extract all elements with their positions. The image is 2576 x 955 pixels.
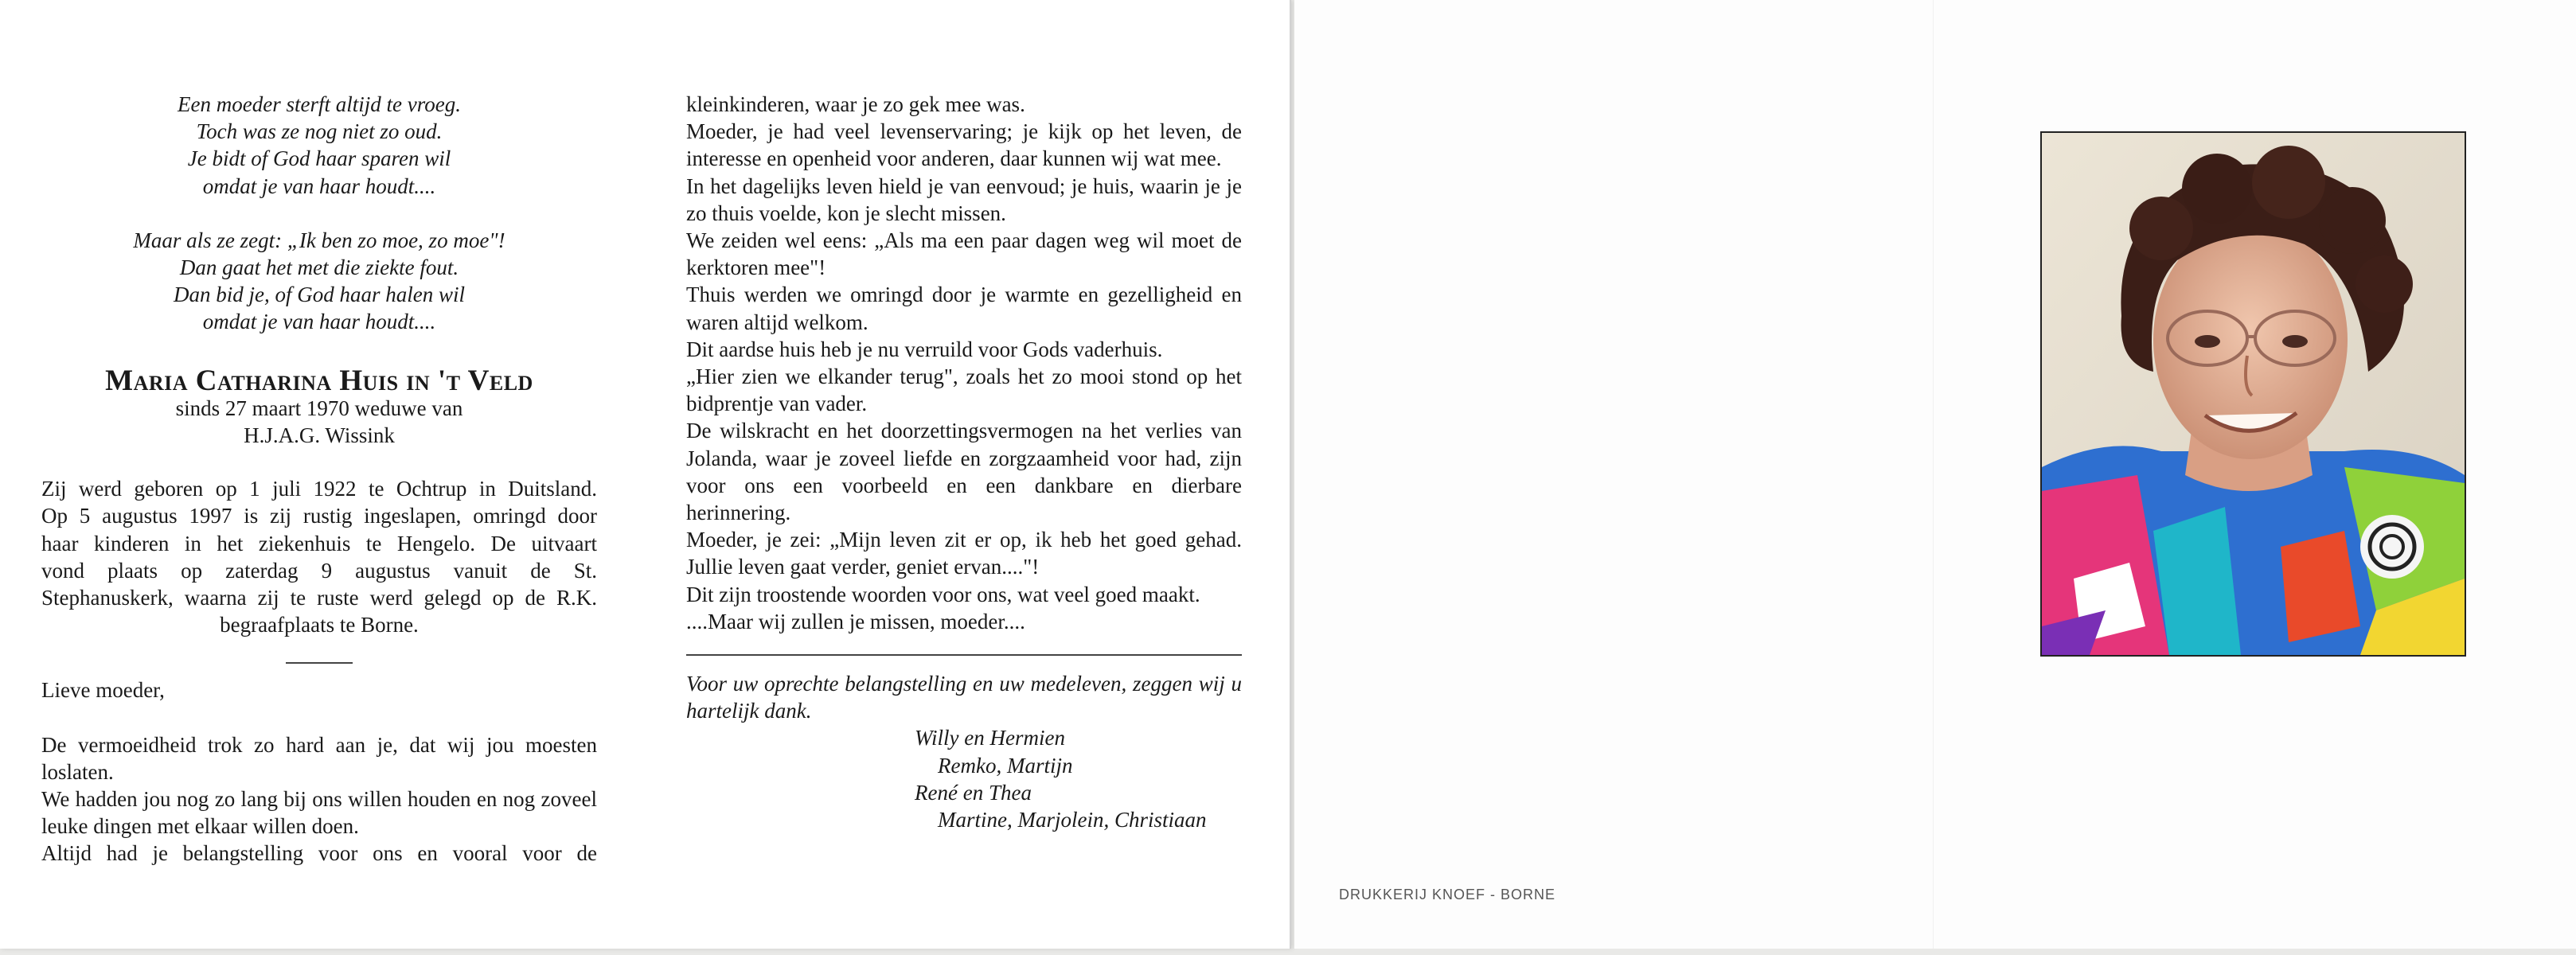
signature-line: Remko, Martijn bbox=[938, 753, 1073, 778]
bio-line: haar kinderen in het ziekenhuis te Hengelo. De uitvaart bbox=[41, 531, 597, 555]
letter-paragraph: Dit zijn troostende woorden voor ons, wat veel goed maakt. bbox=[686, 582, 1200, 606]
inner-spread bbox=[0, 0, 1291, 949]
bio-line: Zij werd geboren op 1 juli 1922 te Ochtrup in Duitsland. bbox=[41, 477, 597, 501]
portrait-illustration bbox=[2042, 133, 2465, 655]
left-column bbox=[41, 91, 597, 867]
letter-paragraph: We hadden jou nog zo lang bij ons willen houden en nog zoveel leuke dingen met elkaar willen doen. bbox=[41, 787, 597, 839]
poem-line: Toch was ze nog niet zo oud. bbox=[196, 119, 443, 144]
letter-paragraph: ....Maar wij zullen je missen, moeder.... bbox=[686, 609, 1025, 633]
signature-line: Martine, Marjolein, Christiaan bbox=[938, 808, 1207, 832]
letter-paragraph: „Hier zien we elkander terug", zoals het zo mooi stond op het bidprentje van vader. bbox=[686, 364, 1242, 416]
letter-paragraph: Thuis werden we omringd door je warmte en gezelligheid en waren altijd welkom. bbox=[686, 283, 1242, 334]
fold-line bbox=[1933, 0, 1934, 949]
bio-line: begraafplaats te Borne. bbox=[220, 613, 419, 637]
poem-line: omdat je van haar houdt.... bbox=[202, 310, 436, 334]
bio-line: Op 5 augustus 1997 is zij rustig ingeslapen, omringd door bbox=[41, 504, 597, 528]
poem-line: Dan bid je, of God haar halen wil bbox=[174, 283, 465, 307]
poem-line: Maar als ze zegt: „Ik ben zo moe, zo moe"! bbox=[133, 228, 505, 252]
poem-line: omdat je van haar houdt.... bbox=[202, 173, 436, 198]
signature-line: René en Thea bbox=[915, 780, 1032, 805]
letter-paragraph: De vermoeidheid trok zo hard aan je, dat wij jou moesten loslaten. bbox=[41, 732, 597, 784]
biography bbox=[41, 475, 597, 638]
poem-line: Je bidt of God haar sparen wil bbox=[187, 146, 451, 171]
letter-paragraph: Dit aardse huis heb je nu verruild voor Gods vaderhuis. bbox=[686, 337, 1163, 361]
printer-credit: DRUKKERIJ KNOEF - BORNE bbox=[1339, 887, 1556, 902]
letter-paragraph: De wilskracht en het doorzettingsvermogen na het verlies van Jolanda, waar je zoveel liefde en zorgzaamheid voor had, zijn voor ons een voorbeeld en een dankbare en dierbare herinnering. bbox=[686, 419, 1242, 525]
separator-line bbox=[686, 654, 1242, 656]
salutation: Lieve moeder, bbox=[41, 678, 165, 703]
letter-paragraph: We zeiden wel eens: „Als ma een paar dagen weg wil moet de kerktoren mee"! bbox=[686, 228, 1242, 280]
poem-line: Dan gaat het met die ziekte fout. bbox=[179, 255, 459, 280]
poem-line: Een moeder sterft altijd te vroeg. bbox=[178, 92, 461, 116]
widow-line: sinds 27 maart 1970 weduwe van bbox=[175, 396, 463, 420]
bio-line: vond plaats op zaterdag 9 augustus vanuit de St. bbox=[41, 558, 597, 583]
letter-paragraph: In het dagelijks leven hield je van eenvoud; je huis, waarin je je zo thuis voelde, kon je slecht missen. bbox=[686, 173, 1242, 225]
poem bbox=[41, 91, 597, 336]
bio-line: Stephanuskerk, waarna zij te ruste werd gelegd op de R.K. bbox=[41, 586, 597, 610]
portrait-photo bbox=[2040, 131, 2466, 657]
signature-line: Willy en Hermien bbox=[915, 726, 1065, 750]
deceased-name: Maria Catharina Huis in 't Veld bbox=[105, 364, 533, 397]
letter-paragraph: Moeder, je had veel levenservaring; je kijk op het leven, de interesse en openheid voor anderen, daar kunnen wij wat mee. bbox=[686, 119, 1242, 171]
divider bbox=[286, 662, 353, 664]
paragraph-gap bbox=[41, 704, 597, 731]
spouse-name: H.J.A.G. Wissink bbox=[244, 423, 395, 448]
right-column bbox=[686, 91, 1242, 833]
letter-paragraph: Altijd had je belangstelling voor ons en vooral voor de bbox=[41, 841, 597, 866]
stanza-gap bbox=[41, 200, 597, 227]
letter-paragraph: Moeder, je zei: „Mijn leven zit er op, ik heb het goed gehad. Jullie leven gaat verder, geniet ervan...."! bbox=[686, 528, 1242, 579]
letter-paragraph: kleinkinderen, waar je zo gek mee was. bbox=[686, 92, 1025, 116]
thanks-text: Voor uw oprechte belangstelling en uw medeleven, zeggen wij u hartelijk dank. bbox=[686, 672, 1242, 723]
